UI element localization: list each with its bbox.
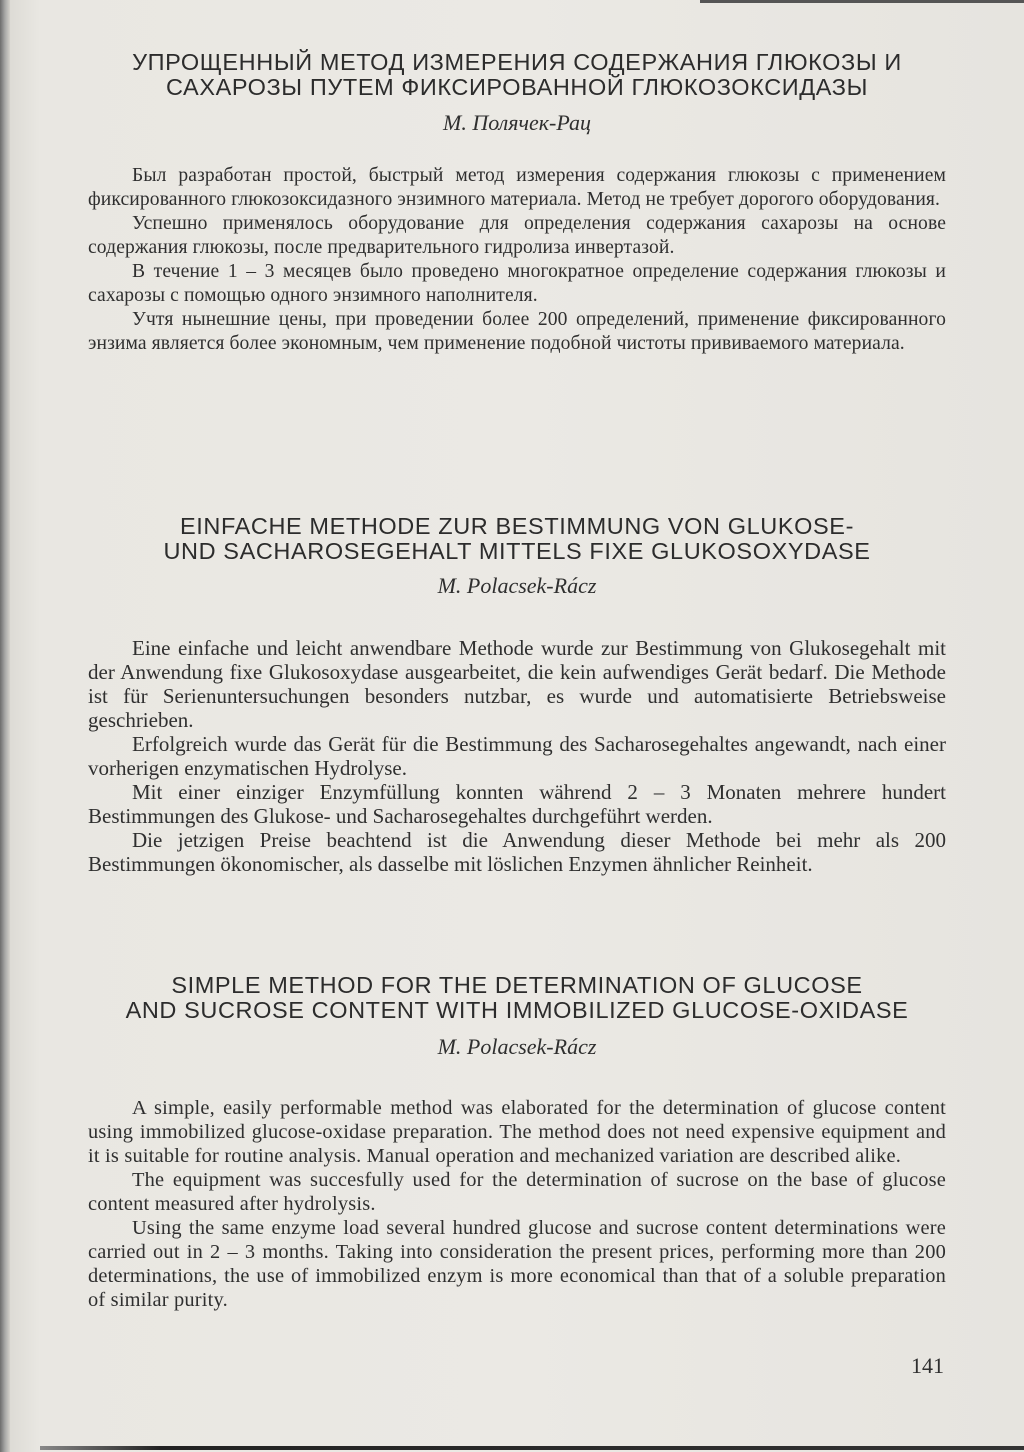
paragraph: Erfolgreich wurde das Gerät für die Bestimmung des Sacharosegehaltes angewandt, nach einer vorherigen enzymatischen Hydrolyse. [88,732,946,780]
author-name: M. Polacsek-Rácz [437,1034,597,1059]
abstract-german [88,514,946,876]
paragraph: A simple, easily performable method was elaborated for the determination of glucose content using immobilized glucose-oxidase preparation. The method does not need expensive equipment and it is suitable for routine analysis. Manual operation and mechanized variation are described alike. [88,1097,946,1167]
bottom-edge-shadow [40,1446,1024,1450]
page-number: 141 [911,1353,944,1378]
abstract-russian [88,50,946,356]
paragraph: Die jetzigen Preise beachtend ist die Anwendung dieser Methode bei mehr als 200 Bestimmungen ökonomischer, als dasselbe mit löslichen Enzymen ähnlicher Reinheit. [88,828,946,876]
paragraph: Using the same enzyme load several hundred glucose and sucrose content determinations were carried out in 2 – 3 months. Taking into consideration the present prices, performing more than 200 determinations, the use of immobilized enzym is more economical than that of a soluble preparation of similar purity. [88,1217,946,1311]
binding-gutter [0,0,10,1452]
author-name: M. Polacsek-Rácz [437,573,597,598]
paragraph: Учтя нынешние цены, при проведении более 200 определений, применение фиксированного энзима является более экономным, чем применение подобной чистоты прививаемого материала. [88,309,946,354]
abstract-title [88,50,946,100]
abstract-title [88,973,946,1023]
author-name: М. Полячек-Рац [443,110,591,135]
title-line: EINFACHE METHODE ZUR BESTIMMUNG VON GLUKOSE- [179,513,854,539]
top-edge-shadow [700,0,1024,3]
abstract-title [88,514,946,564]
title-line: SIMPLE METHOD FOR THE DETERMINATION OF GLUCOSE [171,972,863,998]
abstract-english [88,973,946,1312]
abstract-body [88,636,946,876]
title-line: AND SUCROSE CONTENT WITH IMMOBILIZED GLUCOSE-OXIDASE [125,997,909,1023]
paragraph: Mit einer einziger Enzymfüllung konnten während 2 – 3 Monaten mehrere hundert Bestimmungen des Glukose- und Sacharosegehaltes durchgeführt werden. [88,780,946,828]
title-line: UND SACHAROSEGEHALT MITTELS FIXE GLUKOSOXYDASE [163,538,871,564]
title-line: УПРОЩЕННЫЙ МЕТОД ИЗМЕРЕНИЯ СОДЕРЖАНИЯ ГЛЮКОЗЫ И [132,49,902,75]
abstract-body [88,164,946,356]
paragraph: Успешно применялось оборудование для определения содержания сахарозы на основе содержания глюкозы, после предварительного гидролиза инвертазой. [88,213,946,258]
paragraph: The equipment was succesfully used for the determination of sucrose on the base of glucose content measured after hydrolysis. [88,1169,946,1215]
paragraph: Eine einfache und leicht anwendbare Methode wurde zur Bestimmung von Glukosegehalt mit der Anwendung fixe Glukosoxydase ausgearbeitet, die kein aufwendiges Gerät bedarf. Die Methode ist für Serienuntersuchungen besonders nutzbar, es wurde und automatisierte Betriebsweise geschrieben. [88,636,946,732]
paragraph: В течение 1 – 3 месяцев было проведено многократное определение содержания глюкозы и сахарозы с помощью одного энзимного наполнителя. [88,261,946,306]
paragraph: Был разработан простой, быстрый метод измерения содержания глюкозы с применением фиксированного глюкозоксидазного энзимного материала. Метод не требует дорогого оборудования. [88,165,946,210]
title-line: САХАРОЗЫ ПУТЕМ ФИКСИРОВАННОЙ ГЛЮКОЗОКСИДАЗЫ [166,74,868,100]
abstract-body [88,1096,946,1312]
